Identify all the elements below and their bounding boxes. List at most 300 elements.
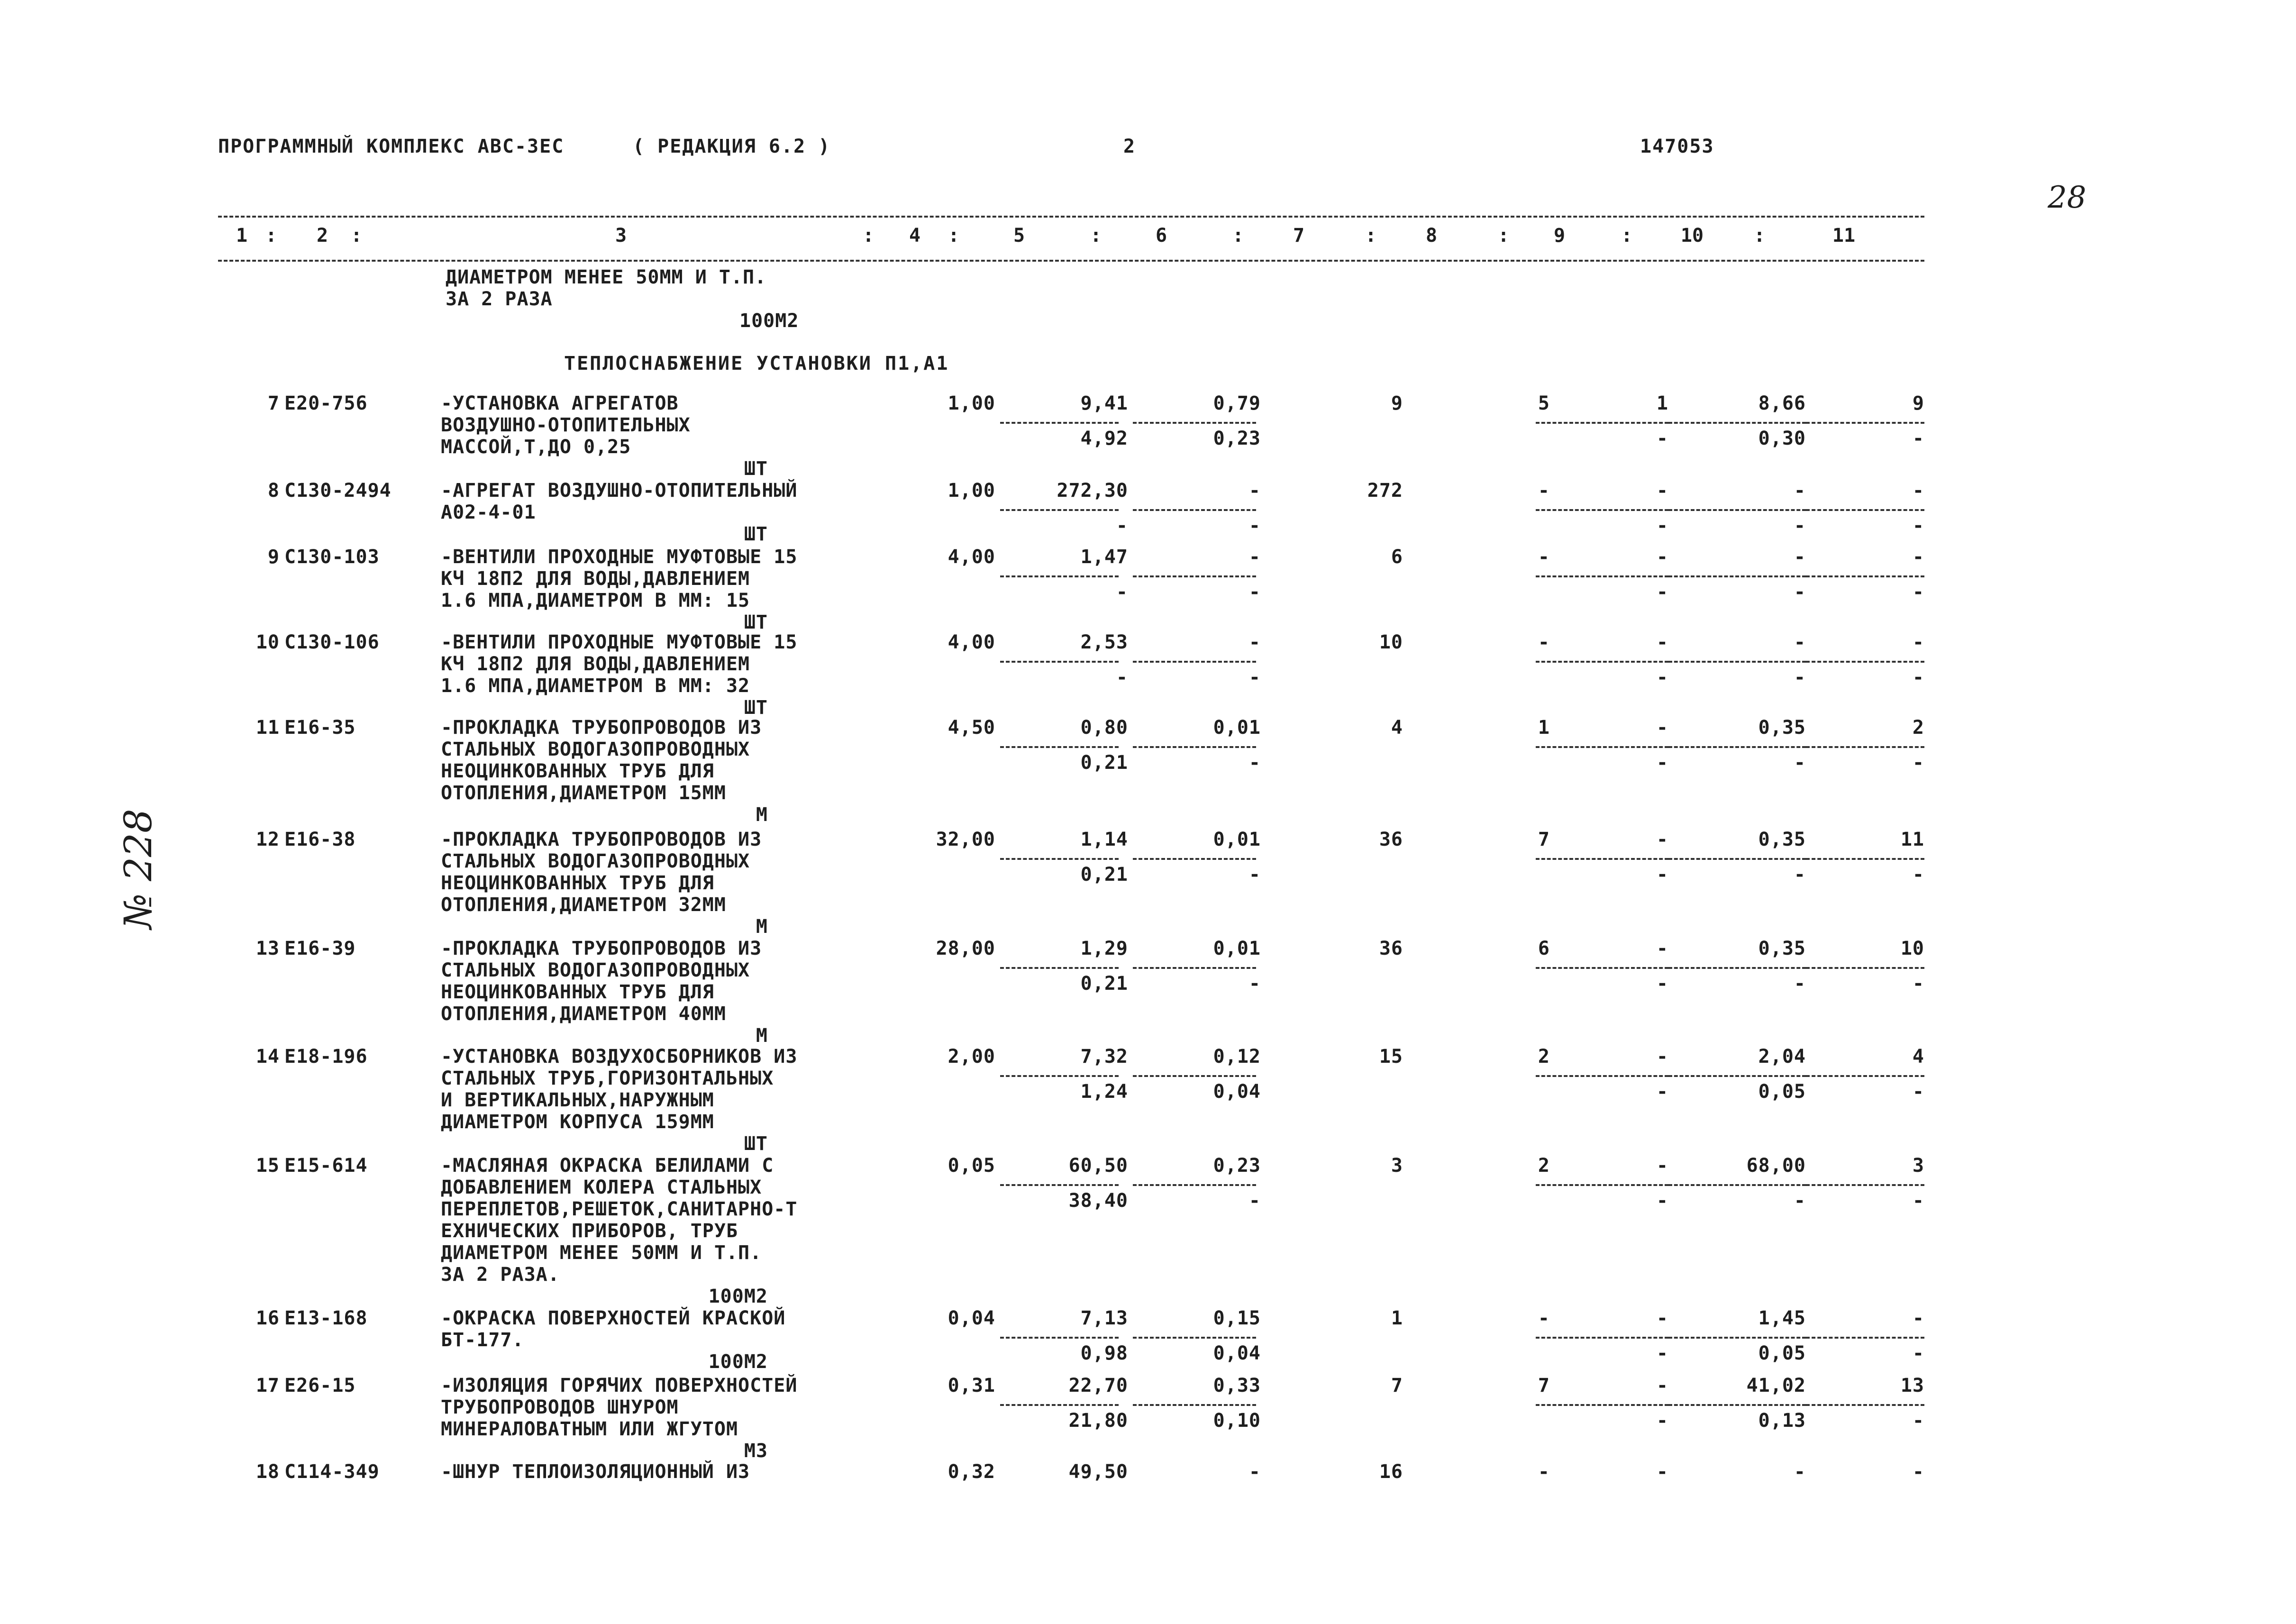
machine-total: - [1656,829,1668,850]
cost-split-rule [1536,575,1668,577]
work-description-line: БТ-177. [441,1329,524,1351]
unit-of-measure: ШТ [744,611,768,633]
machine-wages: - [1248,515,1261,537]
work-description-line: -ВЕНТИЛИ ПРОХОДНЫЕ МУФТОВЫЕ 15 [441,631,798,653]
work-description-line: ОТОПЛЕНИЯ,ДИАМЕТРОМ 32ММ [441,894,726,916]
column-separator: : [351,225,363,246]
machine-wages: - [1248,973,1261,994]
machine-labor-total: - [1912,428,1924,449]
column-number-2: 2 [316,225,328,246]
cost-split-rule [1000,1404,1119,1406]
cost-split-rule [1133,1337,1256,1339]
cost-split-rule [1806,858,1924,860]
machine-wages-total: - [1656,1342,1668,1364]
wages-total: 2 [1538,1155,1550,1177]
cost-split-rule [1133,1404,1256,1406]
total-cost: 272 [1367,480,1403,502]
row-number: 11 [255,717,280,739]
wages-total: 5 [1538,392,1550,414]
unit-wages: 0,21 [1080,973,1128,994]
cost-split-rule [1536,661,1668,663]
total-cost: 16 [1379,1461,1403,1483]
cost-split-rule [1668,422,1806,424]
cost-split-rule [1536,967,1668,969]
work-description-line: СТАЛЬНЫХ ВОДОГАЗОПРОВОДНЫХ [441,739,750,760]
total-cost: 7 [1391,1375,1403,1396]
cost-split-rule [1000,746,1119,748]
column-number-9: 9 [1553,225,1566,246]
column-number-5: 5 [1013,225,1025,246]
unit-of-measure: ШТ [744,458,768,480]
column-separator: : [265,225,277,246]
norm-code: С130-106 [284,631,380,653]
unit-of-measure: 100М2 [708,1351,768,1373]
cost-split-rule [1133,575,1256,577]
quantity: 28,00 [936,938,995,959]
work-description-line: -ПРОКЛАДКА ТРУБОПРОВОДОВ ИЗ [441,717,762,739]
work-description-line: ОТОПЛЕНИЯ,ДИАМЕТРОМ 40ММ [441,1003,726,1025]
unit-of-measure: 100М2 [708,1286,768,1307]
continuation-unit: 100М2 [739,310,799,332]
machine-total: - [1656,938,1668,959]
labor-hours: 41,02 [1746,1375,1806,1396]
work-description-line: -ОКРАСКА ПОВЕРХНОСТЕЙ КРАСКОЙ [441,1307,786,1329]
unit-cost: 1,14 [1080,829,1128,850]
labor-total: - [1912,480,1924,502]
norm-code: С130-2494 [284,480,392,502]
machine-cost: - [1248,631,1261,653]
labor-total: - [1912,1307,1924,1329]
unit-cost: 9,41 [1080,392,1128,414]
labor-total: 9 [1912,392,1924,414]
column-separator: : [1365,225,1377,246]
total-cost: 15 [1379,1046,1403,1067]
labor-hours: 8,66 [1758,392,1806,414]
machine-labor-hours: - [1794,515,1806,537]
machine-labor-total: - [1912,1342,1924,1364]
wages-total: - [1538,546,1550,568]
wages-total: 7 [1538,829,1550,850]
total-cost: 3 [1391,1155,1403,1177]
work-description-line: МАССОЙ,Т,ДО 0,25 [441,436,631,458]
labor-total: 10 [1900,938,1924,959]
work-description-line: ДИАМЕТРОМ КОРПУСА 159ММ [441,1111,714,1133]
machine-wages-total: - [1656,581,1668,603]
cost-split-rule [1536,1337,1668,1339]
total-cost: 10 [1379,631,1403,653]
machine-labor-total: - [1912,581,1924,603]
cost-split-rule [1806,1404,1924,1406]
machine-cost: 0,01 [1213,938,1261,959]
column-separator: : [1090,225,1102,246]
quantity: 1,00 [948,480,995,502]
cost-split-rule [1806,422,1924,424]
work-description-line: -АГРЕГАТ ВОЗДУШНО-ОТОПИТЕЛЬНЫЙ [441,480,798,502]
work-description-line: -ВЕНТИЛИ ПРОХОДНЫЕ МУФТОВЫЕ 15 [441,546,798,568]
unit-of-measure: ШТ [744,697,768,719]
row-number: 14 [255,1046,280,1067]
labor-total: - [1912,546,1924,568]
unit-of-measure: М [756,916,768,938]
cost-split-rule [1000,1184,1119,1186]
unit-wages: - [1116,666,1128,688]
machine-wages-total: - [1656,752,1668,774]
machine-cost: - [1248,480,1261,502]
cost-split-rule [1668,575,1806,577]
cost-split-rule [1668,509,1806,511]
machine-cost: 0,15 [1213,1307,1261,1329]
machine-labor-total: - [1912,752,1924,774]
machine-cost: 0,79 [1213,392,1261,414]
cost-split-rule [1536,858,1668,860]
machine-total: - [1656,1461,1668,1483]
cost-split-rule [1806,509,1924,511]
program-title: ПРОГРАММНЫЙ КОМПЛЕКС АВС-3ЕС [218,136,565,157]
machine-labor-total: - [1912,1190,1924,1212]
unit-of-measure: ШТ [744,1133,768,1155]
cost-split-rule [1668,1404,1806,1406]
labor-total: - [1912,1461,1924,1483]
work-description-line: -МАСЛЯНАЯ ОКРАСКА БЕЛИЛАМИ С [441,1155,774,1177]
total-cost: 36 [1379,938,1403,959]
cost-split-rule [1668,746,1806,748]
machine-cost: - [1248,1461,1261,1483]
cost-split-rule [1000,661,1119,663]
total-cost: 9 [1391,392,1403,414]
unit-wages: 0,21 [1080,752,1128,774]
cost-split-rule [1133,858,1256,860]
labor-total: 2 [1912,717,1924,739]
edition-label: ( РЕДАКЦИЯ 6.2 ) [633,136,831,157]
wages-total: 6 [1538,938,1550,959]
cost-split-rule [1000,1337,1119,1339]
machine-labor-hours: 0,05 [1758,1342,1806,1364]
column-separator: : [863,225,875,246]
machine-total: - [1656,1046,1668,1067]
labor-hours: - [1794,480,1806,502]
unit-cost: 272,30 [1057,480,1128,502]
row-number: 12 [255,829,280,850]
work-description-line: -ИЗОЛЯЦИЯ ГОРЯЧИХ ПОВЕРХНОСТЕЙ [441,1375,798,1396]
norm-code: С130-103 [284,546,380,568]
unit-cost: 1,47 [1080,546,1128,568]
norm-code: Е13-168 [284,1307,368,1329]
column-number-11: 11 [1832,225,1856,246]
norm-code: Е16-38 [284,829,356,850]
document-code: 147053 [1640,136,1714,157]
machine-wages: - [1248,1190,1261,1212]
cost-split-rule [1536,1184,1668,1186]
cost-split-rule [1806,575,1924,577]
machine-total: - [1656,1307,1668,1329]
wages-total: 2 [1538,1046,1550,1067]
machine-labor-hours: - [1794,581,1806,603]
machine-total: - [1656,546,1668,568]
unit-cost: 7,32 [1080,1046,1128,1067]
labor-hours: 0,35 [1758,938,1806,959]
machine-labor-hours: - [1794,864,1806,885]
work-description-line: -ШНУР ТЕПЛОИЗОЛЯЦИОННЫЙ ИЗ [441,1461,750,1483]
machine-total: - [1656,480,1668,502]
cost-split-rule [1668,1075,1806,1077]
row-number: 7 [267,392,280,414]
column-separator: : [1498,225,1510,246]
machine-total: - [1656,1155,1668,1177]
cost-split-rule [1536,422,1668,424]
labor-hours: 2,04 [1758,1046,1806,1067]
cost-split-rule [1806,1184,1924,1186]
unit-wages: 0,21 [1080,864,1128,885]
unit-of-measure: М [756,1025,768,1047]
continuation-line-1: ДИАМЕТРОМ МЕНЕЕ 50ММ И Т.П. [446,266,767,288]
cost-split-rule [1000,967,1119,969]
work-description-line: КЧ 18П2 ДЛЯ ВОДЫ,ДАВЛЕНИЕМ [441,653,750,675]
total-cost: 6 [1391,546,1403,568]
work-description-line: ЕХНИЧЕСКИХ ПРИБОРОВ, ТРУБ [441,1220,738,1242]
cost-split-rule [1133,661,1256,663]
work-description-line: ВОЗДУШНО-ОТОПИТЕЛЬНЫХ [441,414,691,436]
column-number-4: 4 [909,225,921,246]
norm-code: Е18-196 [284,1046,368,1067]
column-separator: : [948,225,960,246]
cost-split-rule [1536,1404,1668,1406]
machine-wages: 0,23 [1213,428,1261,449]
work-description-line: -ПРОКЛАДКА ТРУБОПРОВОДОВ ИЗ [441,938,762,959]
machine-wages-total: - [1656,1081,1668,1103]
cost-split-rule [1806,967,1924,969]
machine-labor-hours: - [1794,752,1806,774]
row-number: 16 [255,1307,280,1329]
labor-hours: 0,35 [1758,717,1806,739]
norm-code: Е20-756 [284,392,368,414]
work-description-line: СТАЛЬНЫХ ВОДОГАЗОПРОВОДНЫХ [441,850,750,872]
cost-split-rule [1668,1184,1806,1186]
labor-total: 3 [1912,1155,1924,1177]
machine-labor-hours: - [1794,1190,1806,1212]
labor-hours: 1,45 [1758,1307,1806,1329]
machine-wages: 0,04 [1213,1342,1261,1364]
quantity: 4,50 [948,717,995,739]
column-number-7: 7 [1293,225,1305,246]
labor-hours: 68,00 [1746,1155,1806,1177]
quantity: 0,32 [948,1461,995,1483]
work-description-line: СТАЛЬНЫХ ТРУБ,ГОРИЗОНТАЛЬНЫХ [441,1067,774,1089]
machine-cost: 0,12 [1213,1046,1261,1067]
machine-cost: 0,01 [1213,717,1261,739]
work-description-line: КЧ 18П2 ДЛЯ ВОДЫ,ДАВЛЕНИЕМ [441,568,750,590]
cost-split-rule [1133,422,1256,424]
machine-labor-total: - [1912,515,1924,537]
cost-split-rule [1000,575,1119,577]
unit-of-measure: М3 [744,1440,768,1462]
unit-wages: 21,80 [1068,1410,1128,1432]
cost-split-rule [1133,746,1256,748]
machine-wages-total: - [1656,666,1668,688]
labor-hours: - [1794,546,1806,568]
work-description-line: ДИАМЕТРОМ МЕНЕЕ 50ММ И Т.П. [441,1242,762,1264]
work-description-line: А02-4-01 [441,502,536,523]
cost-split-rule [1668,967,1806,969]
work-description-line: -УСТАНОВКА АГРЕГАТОВ [441,392,679,414]
wages-total: 7 [1538,1375,1550,1396]
row-number: 8 [267,480,280,502]
corner-page-mark: 28 [2048,180,2086,215]
machine-wages: - [1248,666,1261,688]
wages-total: - [1538,631,1550,653]
labor-total: 4 [1912,1046,1924,1067]
machine-labor-total: - [1912,973,1924,994]
labor-total: - [1912,631,1924,653]
machine-wages-total: - [1656,428,1668,449]
cost-split-rule [1000,422,1119,424]
machine-cost: 0,33 [1213,1375,1261,1396]
machine-labor-total: - [1912,1081,1924,1103]
cost-split-rule [1133,967,1256,969]
column-separator: : [1754,225,1766,246]
row-number: 18 [255,1461,280,1483]
machine-labor-total: - [1912,864,1924,885]
row-number: 10 [255,631,280,653]
norm-code: Е16-35 [284,717,356,739]
cost-split-rule [1668,1337,1806,1339]
column-number-10: 10 [1680,225,1704,246]
unit-cost: 1,29 [1080,938,1128,959]
machine-labor-hours: - [1794,973,1806,994]
machine-labor-hours: 0,13 [1758,1410,1806,1432]
row-number: 9 [267,546,280,568]
machine-wages-total: - [1656,864,1668,885]
labor-hours: - [1794,1461,1806,1483]
cost-split-rule [1133,1184,1256,1186]
work-description-line: ОТОПЛЕНИЯ,ДИАМЕТРОМ 15ММ [441,782,726,804]
column-number-6: 6 [1155,225,1167,246]
machine-labor-total: - [1912,1410,1924,1432]
work-description-line: ЗА 2 РАЗА. [441,1264,560,1286]
quantity: 1,00 [948,392,995,414]
machine-cost: - [1248,546,1261,568]
norm-code: Е16-39 [284,938,356,959]
unit-wages: - [1116,515,1128,537]
cost-split-rule [1668,858,1806,860]
header-rule-top [218,216,1924,218]
cost-split-rule [1133,1075,1256,1077]
quantity: 0,05 [948,1155,995,1177]
wages-total: - [1538,480,1550,502]
unit-cost: 49,50 [1068,1461,1128,1483]
work-description-line: МИНЕРАЛОВАТНЫМ ИЛИ ЖГУТОМ [441,1418,738,1440]
machine-labor-hours: 0,30 [1758,428,1806,449]
machine-wages: - [1248,864,1261,885]
work-description-line: 1.6 МПА,ДИАМЕТРОМ В ММ: 32 [441,675,750,697]
quantity: 0,04 [948,1307,995,1329]
work-description-line: -ПРОКЛАДКА ТРУБОПРОВОДОВ ИЗ [441,829,762,850]
unit-wages: 4,92 [1080,428,1128,449]
continuation-line-2: ЗА 2 РАЗА [446,288,553,310]
total-cost: 36 [1379,829,1403,850]
labor-hours: - [1794,631,1806,653]
machine-wages-total: - [1656,973,1668,994]
machine-cost: 0,23 [1213,1155,1261,1177]
machine-labor-hours: 0,05 [1758,1081,1806,1103]
machine-total: - [1656,631,1668,653]
machine-cost: 0,01 [1213,829,1261,850]
wages-total: 1 [1538,717,1550,739]
labor-total: 13 [1900,1375,1924,1396]
total-cost: 4 [1391,717,1403,739]
labor-total: 11 [1900,829,1924,850]
quantity: 4,00 [948,631,995,653]
machine-total: 1 [1656,392,1668,414]
unit-of-measure: ШТ [744,523,768,545]
unit-wages: - [1116,581,1128,603]
machine-wages: - [1248,581,1261,603]
cost-split-rule [1668,661,1806,663]
work-description-line: ТРУБОПРОВОДОВ ШНУРОМ [441,1396,679,1418]
work-description-line: И ВЕРТИКАЛЬНЫХ,НАРУЖНЫМ [441,1089,714,1111]
machine-labor-total: - [1912,666,1924,688]
section-title: ТЕПЛОСНАБЖЕНИЕ УСТАНОВКИ П1,А1 [564,353,949,374]
work-description-line: ПЕРЕПЛЕТОВ,РЕШЕТОК,САНИТАРНО-Т [441,1198,798,1220]
work-description-line: СТАЛЬНЫХ ВОДОГАЗОПРОВОДНЫХ [441,959,750,981]
work-description-line: НЕОЦИНКОВАННЫХ ТРУБ ДЛЯ [441,872,714,894]
unit-wages: 1,24 [1080,1081,1128,1103]
norm-code: Е15-614 [284,1155,368,1177]
unit-cost: 0,80 [1080,717,1128,739]
column-number-3: 3 [615,225,627,246]
cost-split-rule [1536,1075,1668,1077]
cost-split-rule [1806,661,1924,663]
wages-total: - [1538,1461,1550,1483]
machine-total: - [1656,717,1668,739]
quantity: 0,31 [948,1375,995,1396]
cost-split-rule [1806,746,1924,748]
work-description-line: НЕОЦИНКОВАННЫХ ТРУБ ДЛЯ [441,760,714,782]
machine-wages-total: - [1656,515,1668,537]
machine-wages: - [1248,752,1261,774]
column-separator: : [1621,225,1633,246]
work-description-line: -УСТАНОВКА ВОЗДУХОСБОРНИКОВ ИЗ [441,1046,798,1067]
cost-split-rule [1536,746,1668,748]
column-number-8: 8 [1425,225,1438,246]
total-cost: 1 [1391,1307,1403,1329]
unit-of-measure: М [756,804,768,826]
machine-wages: 0,04 [1213,1081,1261,1103]
row-number: 13 [255,938,280,959]
work-description-line: 1.6 МПА,ДИАМЕТРОМ В ММ: 15 [441,590,750,611]
row-number: 15 [255,1155,280,1177]
work-description-line: НЕОЦИНКОВАННЫХ ТРУБ ДЛЯ [441,981,714,1003]
wages-total: - [1538,1307,1550,1329]
unit-wages: 38,40 [1068,1190,1128,1212]
cost-split-rule [1000,858,1119,860]
machine-total: - [1656,1375,1668,1396]
unit-cost: 7,13 [1080,1307,1128,1329]
machine-wages: 0,10 [1213,1410,1261,1432]
cost-split-rule [1133,509,1256,511]
machine-labor-hours: - [1794,666,1806,688]
cost-split-rule [1000,1075,1119,1077]
unit-cost: 2,53 [1080,631,1128,653]
header-rule-bottom [218,260,1924,262]
side-handwritten-mark: № 228 [116,809,160,929]
machine-wages-total: - [1656,1410,1668,1432]
unit-wages: 0,98 [1080,1342,1128,1364]
quantity: 32,00 [936,829,995,850]
unit-cost: 22,70 [1068,1375,1128,1396]
machine-wages-total: - [1656,1190,1668,1212]
cost-split-rule [1536,509,1668,511]
cost-split-rule [1806,1337,1924,1339]
